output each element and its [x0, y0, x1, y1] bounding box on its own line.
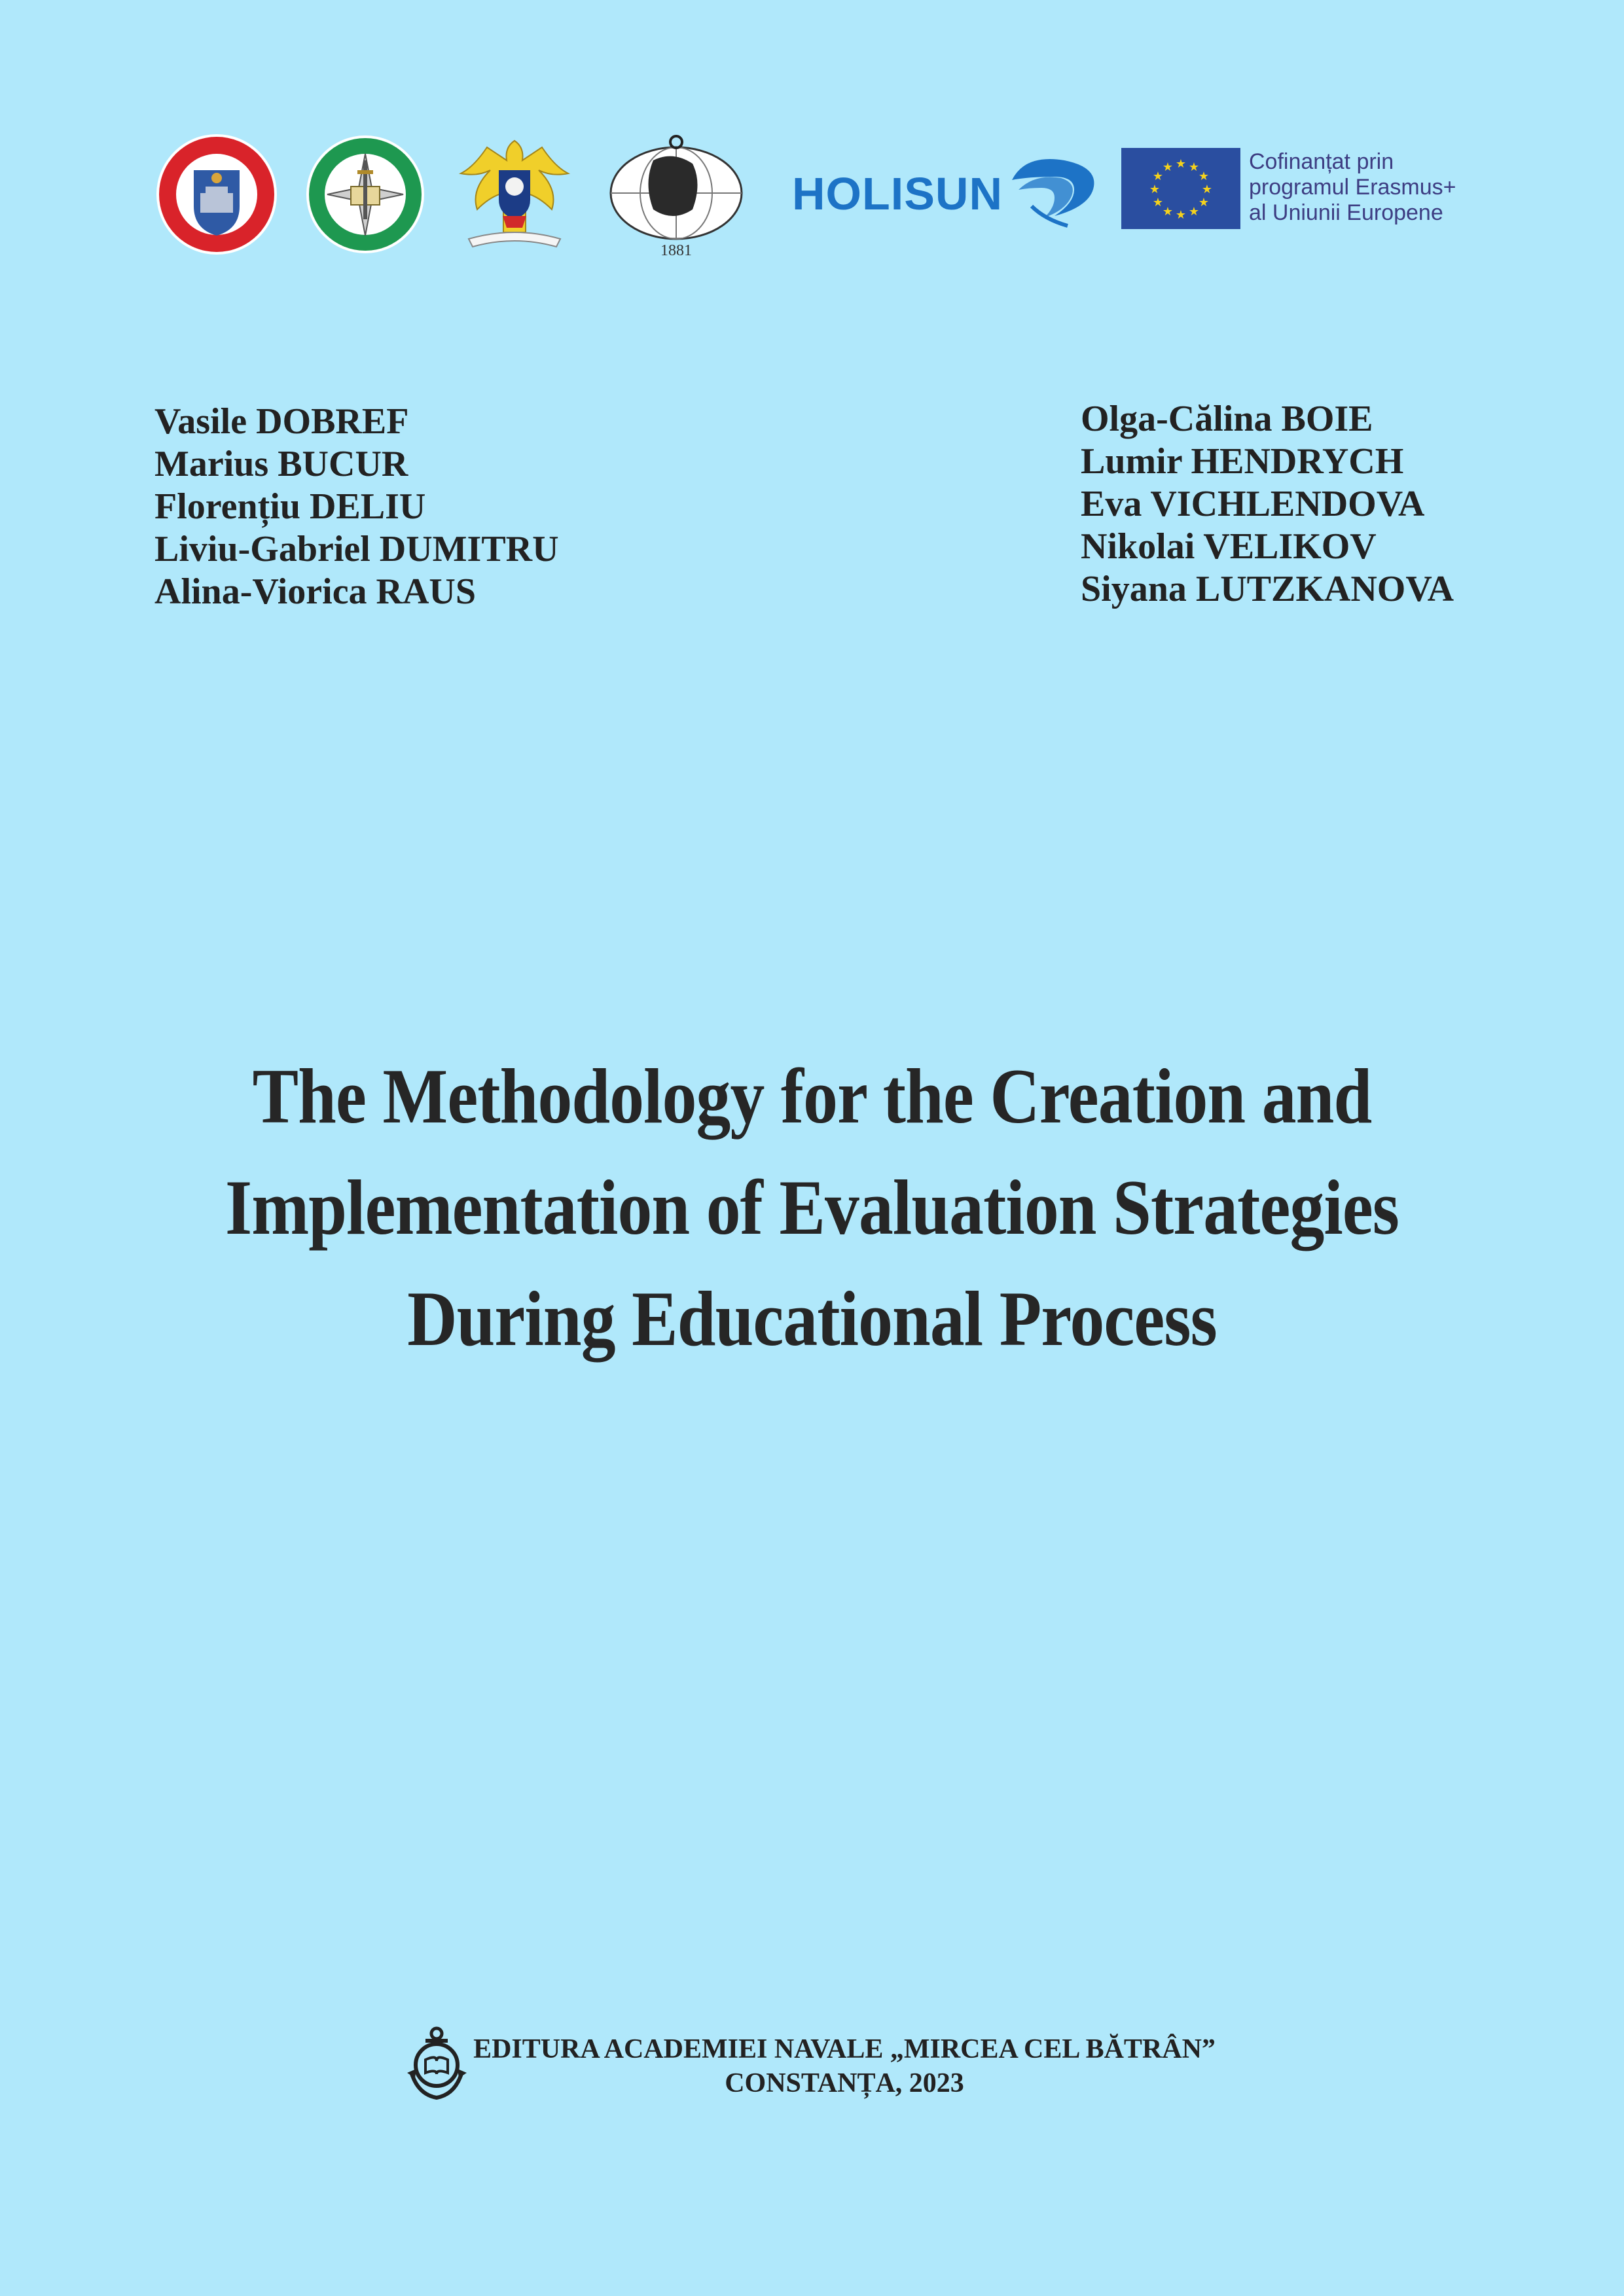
svg-text:★: ★ [1188, 160, 1200, 174]
author-name: Alina-Viorica RAUS [154, 571, 477, 612]
svg-text:★: ★ [1149, 183, 1161, 196]
green-school-seal-logo [305, 134, 426, 255]
title-line: During Educational Process [407, 1275, 1217, 1362]
author-name: Marius BUCUR [154, 444, 408, 484]
authors-right-column [1081, 398, 1454, 611]
author-name: Lumir HENDRYCH [1081, 441, 1404, 482]
author-name: Liviu-Gabriel DUMITRU [154, 529, 559, 569]
author-name: Nikolai VELIKOV [1081, 526, 1377, 567]
svg-text:★: ★ [1175, 208, 1187, 222]
svg-text:★: ★ [1175, 157, 1187, 171]
eu-cofunding-text [1249, 149, 1456, 226]
publisher-text [471, 2032, 1218, 2100]
author-name: Vasile DOBREF [154, 401, 409, 442]
publisher-block [406, 2026, 1224, 2104]
title-line: The Methodology for the Creation and [252, 1052, 1372, 1139]
svg-text:★: ★ [1188, 205, 1200, 219]
eu-text-line: Cofinanțat prin [1249, 149, 1394, 174]
svg-text:★: ★ [1201, 183, 1213, 196]
eagle-coat-of-arms-logo [449, 131, 580, 259]
publisher-name: EDITURA ACADEMIEI NAVALE „MIRCEA CEL BĂTRÂN” [473, 2034, 1216, 2064]
svg-text:★: ★ [1162, 205, 1174, 219]
svg-text:★: ★ [1198, 196, 1210, 209]
author-name: Eva VICHLENDOVA [1081, 484, 1425, 524]
partner-logos [154, 131, 1477, 262]
police-school-seal-logo [154, 131, 279, 259]
anchor-book-icon [406, 2026, 468, 2101]
holisun-logo-text: HOLISUN [792, 168, 1003, 219]
svg-text:★: ★ [1198, 170, 1210, 183]
eu-flag-icon [1121, 148, 1240, 229]
author-name: Florențiu DELIU [154, 486, 426, 527]
author-name: Olga-Călina BOIE [1081, 399, 1373, 439]
svg-text:★: ★ [1152, 196, 1164, 209]
globe-anchor-logo [606, 134, 747, 259]
svg-text:★: ★ [1162, 160, 1174, 174]
book-title [0, 1041, 1624, 1374]
globe-year-label: 1881 [660, 242, 692, 259]
title-line: Implementation of Evaluation Strategies [225, 1164, 1399, 1251]
eu-text-line: al Uniunii Europene [1249, 200, 1443, 225]
publisher-place-year: CONSTANȚA, 2023 [725, 2068, 964, 2098]
svg-text:★: ★ [1152, 170, 1164, 183]
authors-left-column [154, 401, 559, 613]
eu-text-line: programul Erasmus+ [1249, 175, 1456, 200]
holisun-swoosh-icon [1005, 154, 1097, 232]
author-name: Siyana LUTZKANOVA [1081, 569, 1454, 609]
